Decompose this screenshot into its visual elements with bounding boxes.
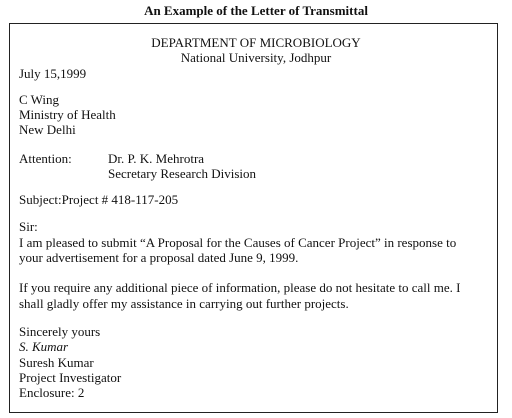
recipient-name: C Wing <box>19 92 60 107</box>
body-paragraph-1-line-1: I am pleased to submit “A Proposal for the Causes of Cancer Project” in response to <box>19 235 457 250</box>
body-paragraph-2-line-1: If you require any additional piece of information, please do not hesitate to call me. I <box>19 280 461 295</box>
attention-name: Dr. P. K. Mehrotra <box>108 151 205 166</box>
complimentary-close: Sincerely yours <box>19 324 101 339</box>
attention-title: Secretary Research Division <box>108 166 257 181</box>
recipient-city: New Delhi <box>19 122 76 137</box>
body-paragraph-1-line-2: your advertisement for a proposal dated June 9, 1999. <box>19 250 299 265</box>
letterhead-institution: National University, Jodhpur <box>180 50 332 65</box>
signature: S. Kumar <box>19 339 69 354</box>
recipient-organization: Ministry of Health <box>19 107 116 122</box>
letter-date: July 15,1999 <box>19 66 87 81</box>
letterhead-department: DEPARTMENT OF MICROBIOLOGY <box>151 35 361 50</box>
signer-title: Project Investigator <box>19 370 122 385</box>
salutation: Sir: <box>19 219 38 234</box>
page-title: An Example of the Letter of Transmittal <box>144 3 368 18</box>
enclosure-note: Enclosure: 2 <box>19 385 85 400</box>
attention-label: Attention: <box>19 151 72 166</box>
subject-line: Subject:Project # 418-117-205 <box>19 192 179 207</box>
body-paragraph-2-line-2: shall gladly offer my assistance in carrying out further projects. <box>19 296 349 311</box>
signer-name: Suresh Kumar <box>19 355 94 370</box>
